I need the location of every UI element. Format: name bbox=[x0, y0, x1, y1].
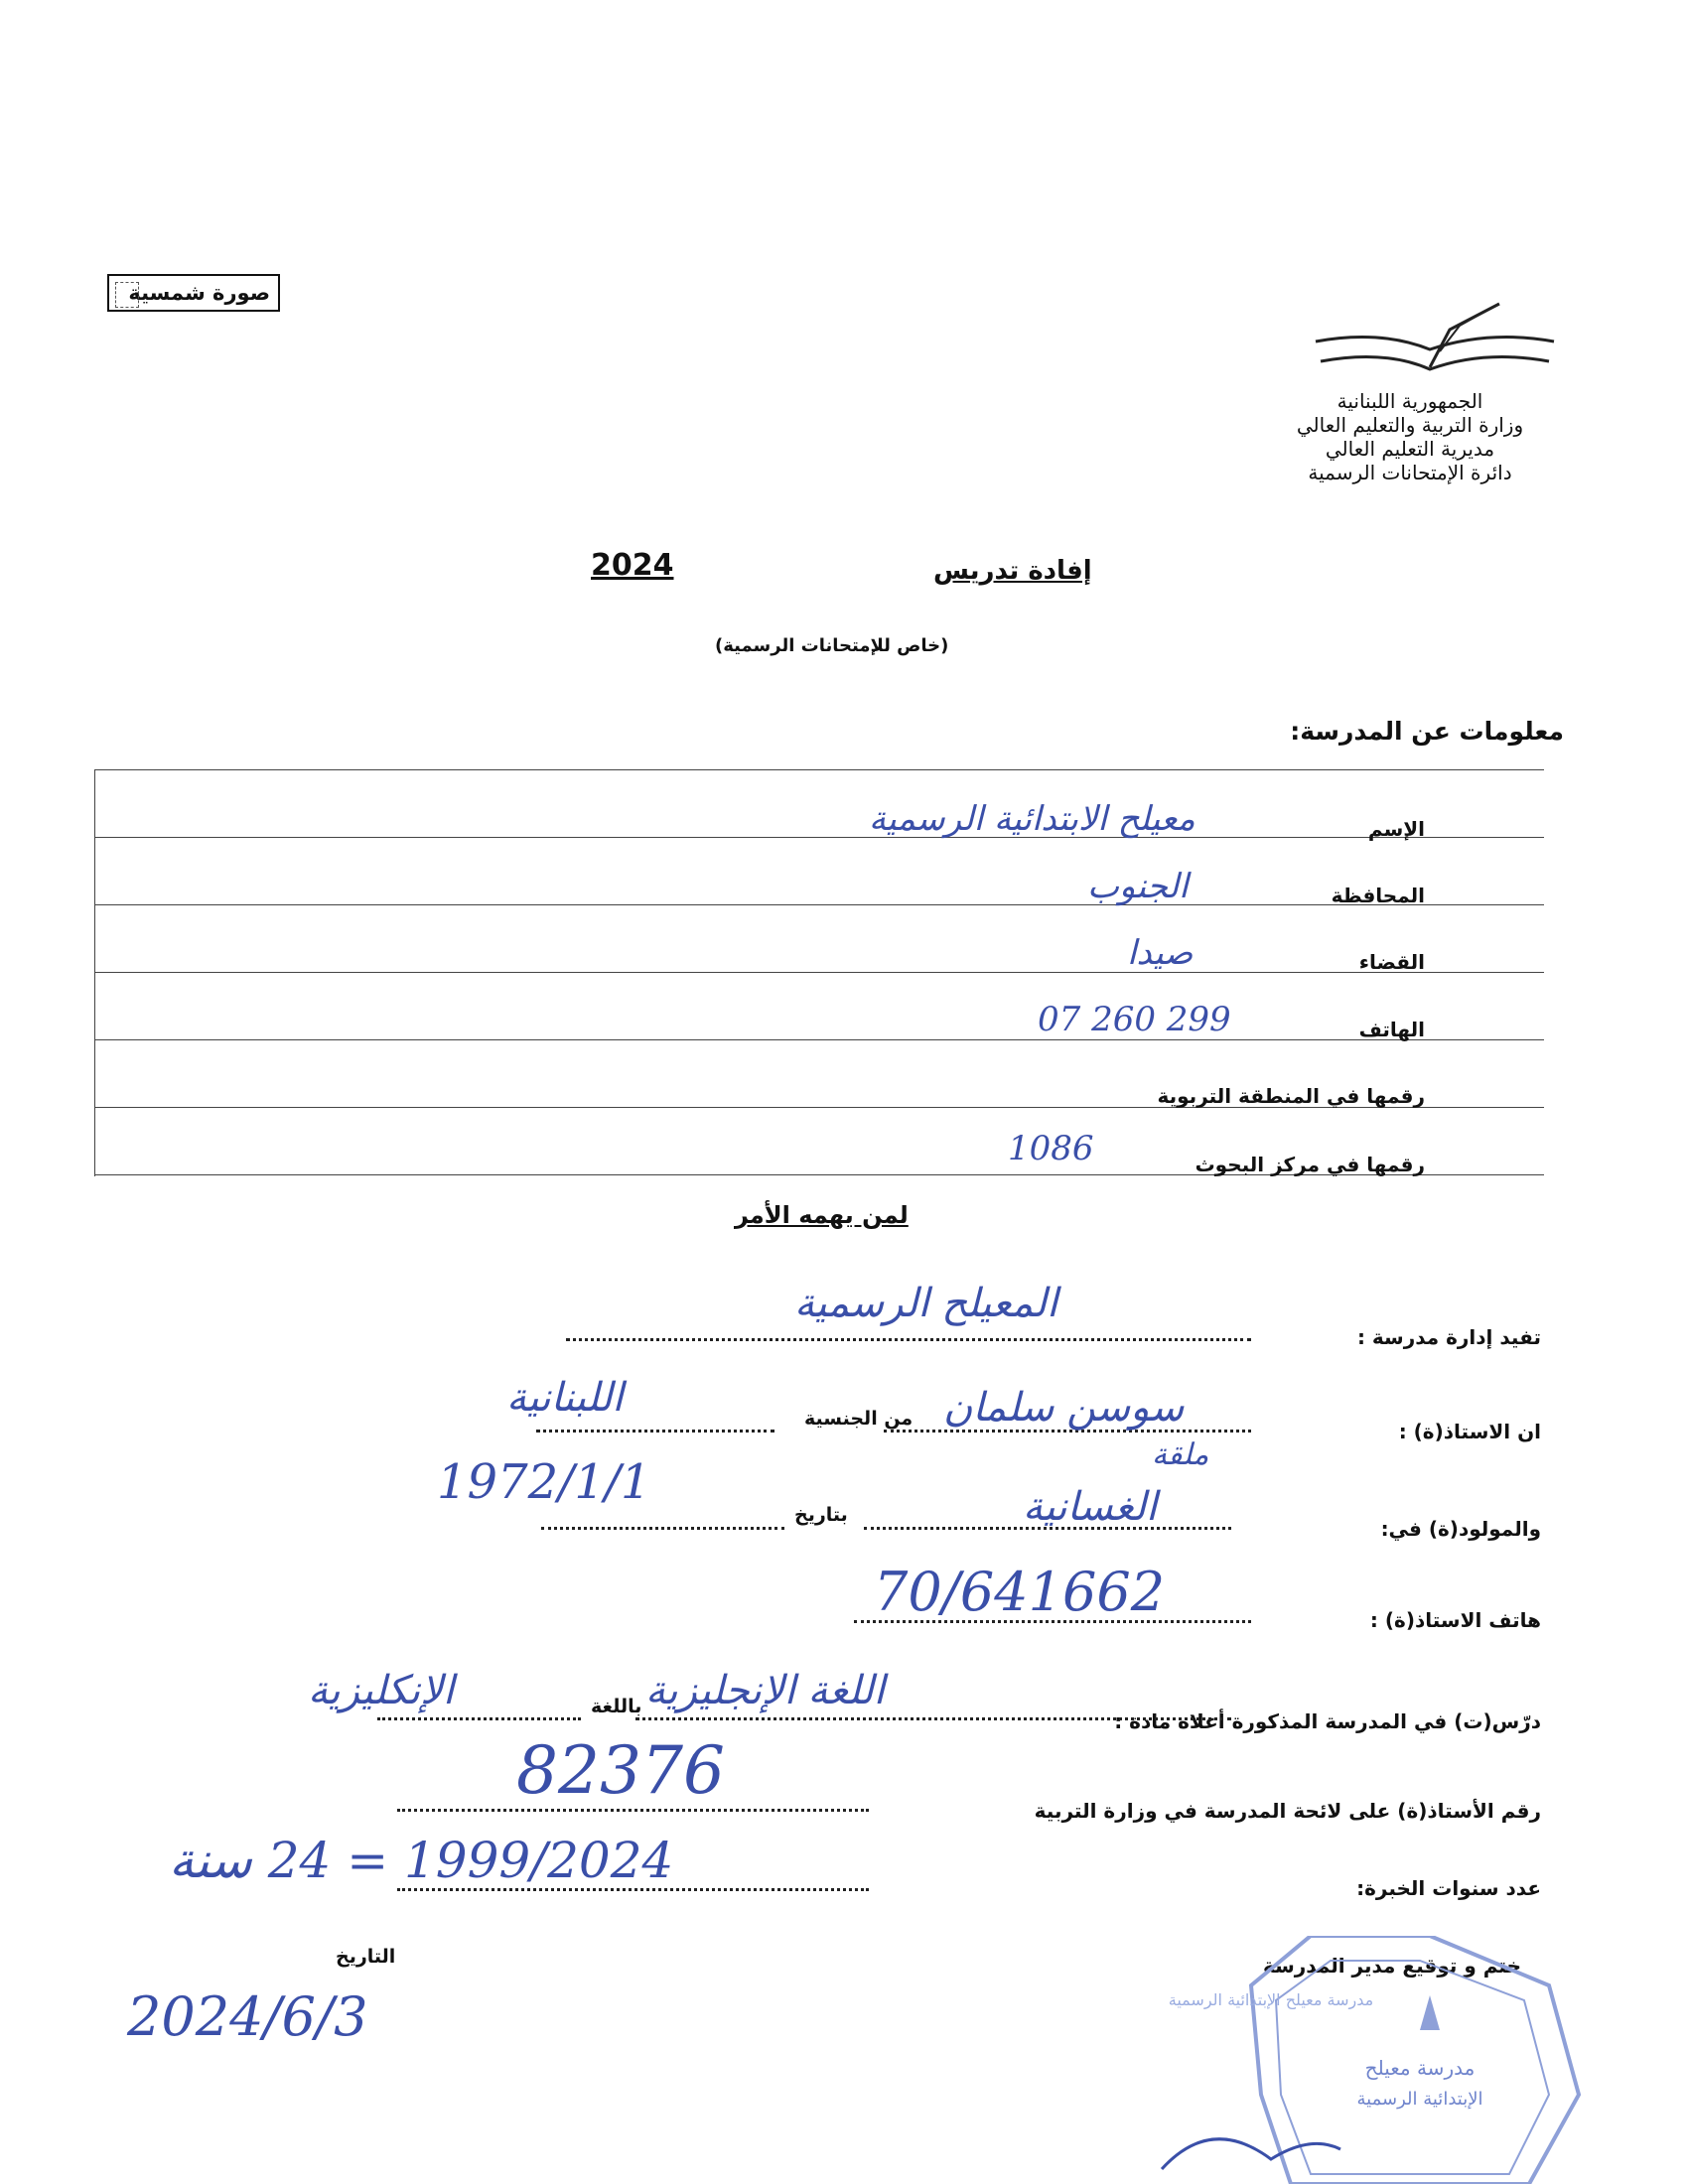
date-value: 2024/6/3 bbox=[127, 1985, 368, 2048]
stamp-line: مدرسة معيلح الإبتدائية الرسمية bbox=[1168, 1990, 1374, 2009]
document-subtitle: (خاص للإمتحانات الرسمية) bbox=[715, 635, 949, 656]
dotted-line bbox=[397, 1809, 869, 1812]
ministry-line: دائرة الإمتحانات الرسمية bbox=[1308, 461, 1512, 484]
teacher-value: سوسن سلمان bbox=[943, 1385, 1185, 1431]
born-place-value-secondary: ملقة bbox=[1152, 1437, 1209, 1472]
field-label-research-number: رقمها في مركز البحوث bbox=[1195, 1153, 1425, 1176]
school-admin-value: المعيلح الرسمية bbox=[794, 1281, 1058, 1326]
language-value: الإنكليزية bbox=[308, 1668, 455, 1713]
dotted-line bbox=[566, 1338, 1251, 1341]
nationality-label: من الجنسية bbox=[804, 1408, 914, 1430]
school-section-title: معلومات عن المدرسة: bbox=[1290, 717, 1564, 746]
ministry-line: الجمهورية اللبنانية bbox=[1336, 389, 1483, 413]
ministry-line: مديرية التعليم العالي bbox=[1325, 437, 1495, 461]
photo-corner-icon bbox=[115, 282, 139, 308]
register-value: 82376 bbox=[516, 1732, 725, 1809]
table-border bbox=[94, 769, 95, 1176]
dotted-line bbox=[635, 1717, 1231, 1720]
document-title: إفادة تدريس bbox=[933, 556, 1092, 586]
nationality-value: اللبنانية bbox=[506, 1375, 624, 1421]
date-label: التاريخ bbox=[336, 1946, 396, 1968]
field-label-district: القضاء bbox=[1358, 950, 1425, 974]
table-rule bbox=[94, 769, 1544, 770]
born-date-label: بتاريخ bbox=[794, 1504, 848, 1526]
born-date-value: 1972/1/1 bbox=[437, 1454, 651, 1510]
dotted-line bbox=[377, 1717, 581, 1720]
stamp-line: مدرسة معيلح bbox=[1364, 2056, 1476, 2080]
born-place-value: الغسانية bbox=[1023, 1484, 1158, 1530]
experience-value: 1999/2024 = 24 سنة bbox=[169, 1832, 674, 1889]
register-label: رقم الأستاذ(ة) على لائحة المدرسة في وزارة التربية bbox=[1034, 1799, 1541, 1823]
table-rule bbox=[94, 972, 1544, 973]
born-label: والمولود(ة) في: bbox=[1380, 1517, 1541, 1541]
document-year: 2024 bbox=[591, 548, 674, 583]
ministry-header bbox=[1261, 389, 1559, 484]
ministry-line: وزارة التربية والتعليم العالي bbox=[1296, 413, 1524, 437]
field-label-name: الإسم bbox=[1367, 817, 1425, 841]
field-label-governorate: المحافظة bbox=[1331, 884, 1425, 907]
field-value-name: معيلح الابتدائية الرسمية bbox=[869, 799, 1196, 839]
subject-value: اللغة الإنجليزية bbox=[645, 1668, 885, 1713]
school-admin-label: تفيد إدارة مدرسة : bbox=[1356, 1325, 1541, 1349]
subject-label: درّس(ت) في المدرسة المذكورة أعلاه مادة : bbox=[1114, 1709, 1541, 1733]
signature-scribble bbox=[1162, 2139, 1340, 2169]
dotted-line bbox=[541, 1527, 784, 1530]
table-rule bbox=[94, 837, 1544, 838]
photo-box bbox=[107, 274, 280, 312]
table-rule bbox=[94, 1039, 1544, 1040]
dotted-line bbox=[536, 1430, 774, 1433]
school-info-table bbox=[94, 769, 1544, 1176]
photo-box-label: صورة شمسية bbox=[128, 281, 270, 305]
table-rule bbox=[94, 904, 1544, 905]
teacher-phone-label: هاتف الاستاذ(ة) : bbox=[1369, 1608, 1541, 1632]
experience-label: عدد سنوات الخبرة: bbox=[1356, 1876, 1541, 1900]
field-value-research-number: 1086 bbox=[1008, 1129, 1094, 1168]
stamp-line: الإبتدائية الرسمية bbox=[1356, 2089, 1483, 2110]
school-stamp bbox=[1013, 1936, 1589, 2184]
field-label-phone: الهاتف bbox=[1358, 1018, 1425, 1041]
signature-label: ختم و توقيع مدير المدرسة bbox=[1262, 1954, 1521, 1978]
field-label-region-number: رقمها في المنطقة التربوية bbox=[1157, 1084, 1425, 1108]
field-value-governorate: الجنوب bbox=[1087, 867, 1189, 906]
ministry-book-logo-icon bbox=[1311, 300, 1559, 389]
teacher-phone-value: 70/641662 bbox=[874, 1561, 1166, 1623]
certificate-heading: لمن يهمه الأمر bbox=[735, 1201, 909, 1229]
language-label: باللغة bbox=[591, 1696, 642, 1717]
teacher-label: ان الاستاذ(ة) : bbox=[1398, 1420, 1541, 1443]
field-value-district: صيدا bbox=[1127, 933, 1194, 973]
field-value-phone: 07 260 299 bbox=[1038, 1000, 1231, 1039]
cedar-icon bbox=[1420, 1995, 1440, 2030]
